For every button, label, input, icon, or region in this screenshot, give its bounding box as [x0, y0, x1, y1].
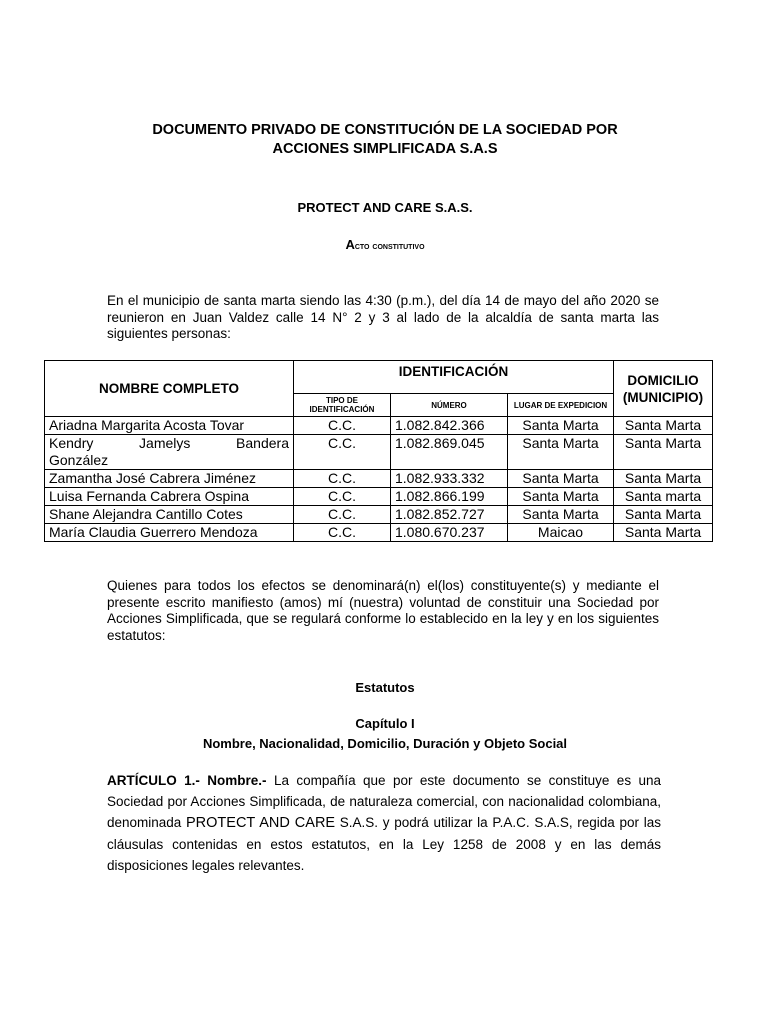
intro-paragraph: En el municipio de santa marta siendo las 4:30 (p.m.), del día 14 de mayo del año 2020 se reunieron en Juan Valdez calle 14 N° 2 y 3 al lado de la alcaldía de santa marta las siguientes personas:	[107, 293, 659, 341]
header-domicilio: DOMICILIO (MUNICIPIO)	[614, 361, 713, 417]
title-line-1: DOCUMENTO PRIVADO DE CONSTITUCIÓN DE LA SOCIEDAD POR	[152, 122, 618, 138]
articulo-label: ARTÍCULO 1.- Nombre.-	[107, 773, 267, 788]
cell-nombre: Shane Alejandra Cantillo Cotes	[45, 506, 294, 524]
cell-tipo: C.C.	[294, 417, 391, 435]
acto-rest: cto constitutivo	[354, 240, 425, 252]
capitulo-heading: Capítulo I	[355, 716, 415, 731]
articulo-text-b: S.A.S. y podrá utilizar la P.A.C. S.A.S, regida por las cláusulas contenidas en estos estatutos, en la Ley 1258 de 2008 y en las demás disposiciones legales relevantes.	[107, 815, 661, 873]
table-row	[45, 524, 713, 542]
table-row	[45, 506, 713, 524]
acto-initial: A	[345, 237, 355, 252]
cell-numero: 1.082.852.727	[391, 506, 508, 524]
cell-lugar: Maicao	[508, 524, 614, 542]
cell-lugar: Santa Marta	[508, 417, 614, 435]
cell-nombre: María Claudia Guerrero Mendoza	[45, 524, 294, 542]
table-row	[45, 470, 713, 488]
subheader-lugar: LUGAR DE EXPEDICION	[508, 394, 614, 417]
cell-domicilio: Santa Marta	[614, 470, 713, 488]
cell-nombre	[45, 435, 294, 470]
cell-nombre: Zamantha José Cabrera Jiménez	[45, 470, 294, 488]
cell-nombre: Luisa Fernanda Cabrera Ospina	[45, 488, 294, 506]
cell-nombre: Ariadna Margarita Acosta Tovar	[45, 417, 294, 435]
cell-lugar: Santa Marta	[508, 506, 614, 524]
capitulo-subtitle: Nombre, Nacionalidad, Domicilio, Duración y Objeto Social	[202, 736, 568, 751]
cell-lugar: Santa Marta	[508, 488, 614, 506]
people-table	[44, 360, 713, 542]
cell-lugar: Santa Marta	[508, 470, 614, 488]
subheader-tipo: TIPO DE IDENTIFICACIÓN	[294, 394, 391, 417]
articulo-company-name: PROTECT AND CARE	[186, 815, 336, 831]
cell-tipo: C.C.	[294, 524, 391, 542]
cell-domicilio: Santa Marta	[614, 524, 713, 542]
cell-domicilio: Santa marta	[614, 488, 713, 506]
cell-tipo: C.C.	[294, 470, 391, 488]
cell-domicilio: Santa Marta	[614, 506, 713, 524]
estatutos-heading: Estatutos	[355, 680, 415, 695]
cell-nombre-line2: González	[49, 452, 109, 468]
header-identificacion: IDENTIFICACIÓN	[294, 361, 614, 394]
company-name: PROTECT AND CARE S.A.S.	[297, 200, 473, 215]
document-title	[60, 121, 710, 159]
table-row	[45, 417, 713, 435]
subheader-numero: NÚMERO	[391, 394, 508, 417]
cell-numero: 1.082.842.366	[391, 417, 508, 435]
header-nombre: NOMBRE COMPLETO	[45, 361, 294, 417]
second-paragraph: Quienes para todos los efectos se denominará(n) el(los) constituyente(s) y mediante el presente escrito manifiesto (amos) mí (nuestra) voluntad de constituir una Sociedad por Acciones Simplificada, que se regulará conforme lo establecido en la ley y en los siguientes estatutos:	[107, 578, 659, 643]
table-row	[45, 435, 713, 470]
cell-tipo: C.C.	[294, 435, 391, 470]
acto-heading	[60, 237, 710, 252]
cell-lugar: Santa Marta	[508, 435, 614, 470]
cell-numero: 1.082.869.045	[391, 435, 508, 470]
cell-numero: 1.080.670.237	[391, 524, 508, 542]
table-row	[45, 488, 713, 506]
cell-tipo: C.C.	[294, 488, 391, 506]
cell-nombre-line1: Kendry Jamelys Bandera	[49, 435, 289, 451]
cell-domicilio: Santa Marta	[614, 435, 713, 470]
cell-domicilio: Santa Marta	[614, 417, 713, 435]
articulo-text-a: La compañía que por este documento se constituye es una Sociedad por Acciones Simplificada, de naturaleza comercial, con nacionalidad colombiana, denominada	[107, 773, 661, 830]
articulo-1	[107, 770, 661, 876]
cell-tipo: C.C.	[294, 506, 391, 524]
cell-numero: 1.082.933.332	[391, 470, 508, 488]
cell-numero: 1.082.866.199	[391, 488, 508, 506]
title-line-2: ACCIONES SIMPLIFICADA S.A.S	[272, 141, 498, 157]
